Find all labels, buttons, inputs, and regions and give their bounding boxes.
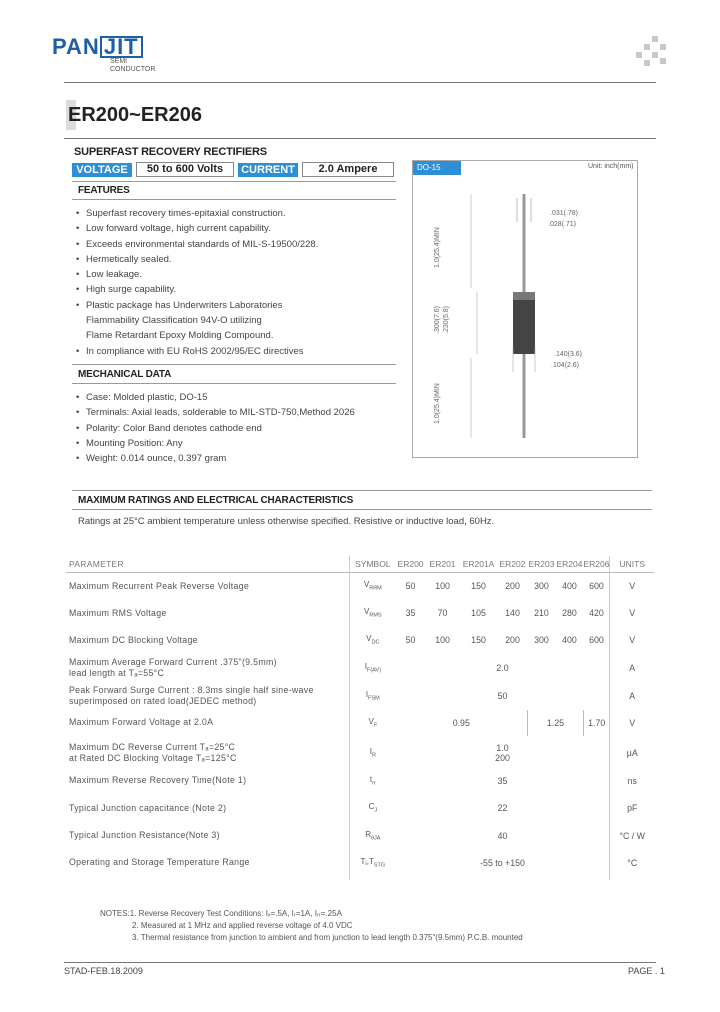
footer-date: STAD-FEB.18.2009 (64, 966, 143, 976)
param-cell: Peak Forward Surge Current : 8.3ms single half sine-wave superimposed on rated load(JEDEC method) (69, 684, 314, 706)
symbol-cell: $V_F$ (350, 710, 396, 736)
features-top-rule (72, 181, 396, 182)
value-cell: 210 (534, 608, 549, 618)
mechanical-item: • Terminals: Axial leads, solderable to MIL-STD-750,Method 2026 (76, 405, 396, 420)
brand-conductor: CONDUCTOR (110, 66, 156, 73)
value-cell: 140 (505, 608, 520, 618)
mechanical-item: • Mounting Position: Any (76, 436, 396, 451)
column-header: ER202 (498, 556, 528, 573)
feature-item: • Low forward voltage, high current capability. (76, 221, 396, 236)
symbol-cell: $R_{\theta JA}$ (350, 826, 396, 846)
symbol-cell: $V_{RMS}$ (350, 600, 396, 627)
table-row (66, 654, 654, 682)
param-cell: Maximum Recurrent Peak Reverse Voltage (69, 580, 250, 591)
ratings-note: Ratings at 25°C ambient temperature unless otherwise specified. Resistive or inductive load, 60Hz. (78, 516, 495, 527)
dim-lead-dia2: .028(.71) (548, 221, 577, 228)
table-row (66, 682, 654, 710)
value-cell: 150 (471, 581, 486, 592)
value-cell: 100 (435, 581, 450, 592)
column-header: UNITS (610, 556, 654, 573)
value-cell: 50 (405, 581, 416, 592)
mech-top-rule (72, 364, 396, 365)
param-cell: Maximum Forward Voltage at 2.0A (69, 717, 214, 727)
param-cell: Maximum DC Blocking Voltage (69, 634, 198, 645)
unit-cell: V (610, 710, 654, 736)
value-cell: 22 (497, 803, 508, 813)
value-cell: 600 (589, 635, 604, 645)
dim-lead-len2: 1.0(25.4)MIN (434, 383, 441, 424)
unit-cell: V (610, 573, 654, 600)
mechanical-item: • Polarity: Color Band denotes cathode end (76, 421, 396, 436)
symbol-cell: $t_{rr}$ (350, 771, 396, 791)
current-label: CURRENT (238, 163, 298, 177)
param-cell: Maximum Average Forward Current .375"(9.5mm) lead length at Tₐ=55°C (69, 656, 277, 678)
feature-item: • High surge capability. (76, 282, 396, 297)
unit-note: Unit: inch(mm) (588, 163, 634, 170)
column-header: ER201A (460, 556, 498, 573)
dim-body-len: .300(7.6) (434, 305, 441, 334)
mechanical-heading: MECHANICAL DATA (78, 369, 172, 380)
param-cell: Typical Junction Resistance(Note 3) (69, 830, 220, 840)
feature-item: • In compliance with EU RoHS 2002/95/EC directives (76, 344, 396, 359)
feature-item: • Hermetically sealed. (76, 252, 396, 267)
ratings-bottom-rule (72, 509, 652, 510)
value-cell: 0.95 (452, 717, 470, 728)
note-line: 2. Measured at 1 MHz and applied reverse voltage of 4.0 VDC (132, 921, 353, 930)
unit-cell: °C / W (610, 826, 654, 846)
column-header: ER203 (528, 556, 556, 573)
table-row (66, 791, 654, 826)
note-line: NOTES:1. Reverse Recovery Test Conditions: Iₓ=.5A, Iᵣ=1A, Iᵣᵣ=.25A (100, 909, 342, 918)
header-rule (64, 82, 656, 83)
product-subtitle: SUPERFAST RECOVERY RECTIFIERS (74, 146, 267, 158)
brand-jit: JIT (100, 36, 143, 58)
brand-semi: SEMI (110, 58, 128, 65)
dim-lead-dia: .031(.78) (550, 210, 579, 217)
title-rule (64, 138, 656, 139)
value-cell: 150 (471, 635, 486, 645)
value-cell: 1.70 (583, 710, 610, 736)
mech-bottom-rule (72, 383, 396, 384)
dim-body-dia2: .104(2.6) (551, 362, 580, 369)
ratings-heading: MAXIMUM RATINGS AND ELECTRICAL CHARACTERISTICS (78, 495, 354, 506)
dim-body-len2: .230(5.8) (443, 305, 450, 334)
column-header: PARAMETER (66, 556, 350, 573)
unit-cell: ns (610, 771, 654, 791)
symbol-cell: $V_{RRM}$ (350, 573, 396, 600)
current-value: 2.0 Ampere (302, 162, 394, 177)
param-cell: Typical Junction capacitance (Note 2) (69, 802, 227, 813)
value-cell: 35 (497, 775, 508, 786)
table-row (66, 846, 654, 880)
value-cell: 200 (505, 635, 520, 645)
value-cell: -55 to +150 (480, 857, 525, 868)
value-cell: 70 (437, 608, 448, 618)
unit-cell: A (610, 682, 654, 710)
column-header: ER200 (396, 556, 426, 573)
unit-cell: V (610, 627, 654, 654)
value-cell: 100 (435, 635, 450, 645)
mechanical-list (76, 390, 396, 466)
voltage-value: 50 to 600 Volts (136, 162, 234, 177)
unit-cell: A (610, 654, 654, 682)
value-cell: 1.0 200 (495, 743, 510, 763)
table-row (66, 826, 654, 846)
table-row (66, 736, 654, 771)
value-cell: 300 (534, 581, 549, 592)
symbol-cell: $C_J$ (350, 791, 396, 826)
value-cell: 400 (562, 635, 577, 645)
value-cell: 200 (505, 581, 520, 592)
symbol-cell: $Tⱼ,T_{STG}$ (350, 846, 396, 880)
dim-lead-len: 1.0(25.4)MIN (434, 227, 441, 268)
page-title: ER200~ER206 (68, 104, 202, 126)
table-header-row (66, 556, 654, 573)
value-cell: 50 (497, 690, 508, 701)
column-header: ER201 (426, 556, 460, 573)
footer-page: PAGE . 1 (628, 966, 665, 976)
feature-item: • Exceeds environmental standards of MIL-S-19500/228. (76, 237, 396, 252)
diode-body (513, 292, 535, 354)
param-cell: Maximum DC Reverse Current Tₐ=25°C at Rated DC Blocking Voltage Tₐ=125°C (69, 742, 237, 763)
table-row (66, 600, 654, 627)
symbol-cell: $I_R$ (350, 736, 396, 771)
package-label: DO-15 (413, 161, 461, 175)
feature-item: • Low leakage. (76, 267, 396, 282)
ratings-top-rule (72, 490, 652, 491)
symbol-cell: $I_{F(AV)}$ (350, 654, 396, 682)
dim-body-dia: .140(3.6) (554, 351, 583, 358)
features-bottom-rule (72, 199, 396, 200)
param-cell: Operating and Storage Temperature Range (69, 857, 250, 867)
value-cell: 420 (589, 608, 604, 618)
footer-rule (64, 962, 656, 963)
table-row (66, 573, 654, 600)
mechanical-item: • Case: Molded plastic, DO-15 (76, 390, 396, 405)
value-cell: 105 (471, 608, 486, 618)
column-header: SYMBOL (350, 556, 396, 573)
param-cell: Maximum Reverse Recovery Time(Note 1) (69, 775, 247, 785)
unit-cell: μA (610, 736, 654, 771)
value-cell: 50 (405, 635, 416, 645)
ratings-table (66, 556, 654, 880)
value-cell: 1.25 (528, 710, 584, 736)
feature-item: • Plastic package has Underwriters Laboratories Flammability Classification 94V-O utilizing Flame Retardant Epoxy Molding Compound. (76, 298, 396, 344)
brand-pan: PAN (52, 34, 100, 59)
unit-cell: °C (610, 846, 654, 880)
column-header: ER204 (555, 556, 583, 573)
feature-item: • Superfast recovery times-epitaxial construction. (76, 206, 396, 221)
table-row (66, 627, 654, 654)
unit-cell: pF (610, 791, 654, 826)
value-cell: 300 (534, 635, 549, 645)
value-cell: 40 (497, 830, 508, 841)
corner-pattern-icon (636, 36, 670, 64)
symbol-cell: $V_{DC}$ (350, 627, 396, 654)
column-header: ER206 (583, 556, 610, 573)
brand-logo (52, 34, 143, 60)
table-row (66, 710, 654, 736)
brand-tagline (110, 58, 155, 74)
value-cell: 400 (562, 581, 577, 592)
value-cell: 2.0 (496, 662, 509, 673)
notes-block (100, 908, 523, 944)
note-line: 3. Thermal resistance from junction to ambient and from junction to lead length 0.375"(9.5mm) P.C.B. mounted (132, 933, 523, 942)
symbol-cell: $I_{FSM}$ (350, 682, 396, 710)
param-cell: Maximum RMS Voltage (69, 607, 167, 618)
features-heading: FEATURES (78, 185, 130, 196)
value-cell: 600 (589, 581, 604, 592)
cathode-band (513, 292, 535, 300)
mechanical-item: • Weight: 0.014 ounce, 0.397 gram (76, 451, 396, 466)
features-list (76, 206, 396, 359)
value-cell: 35 (405, 608, 416, 618)
value-cell: 280 (562, 608, 577, 618)
unit-cell: V (610, 600, 654, 627)
table-row (66, 771, 654, 791)
voltage-label: VOLTAGE (72, 163, 132, 177)
